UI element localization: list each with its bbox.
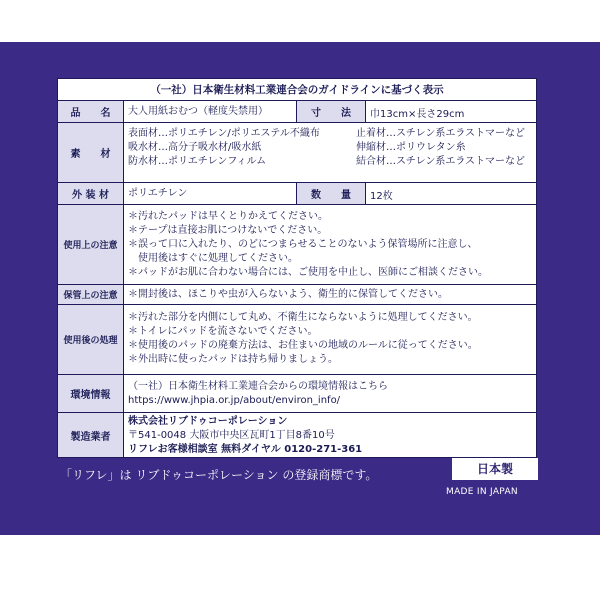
row-manufacturer	[58, 413, 536, 457]
usage-line: ＊汚れたパッドは早くとりかえてください。	[128, 211, 328, 222]
row-materials	[58, 123, 536, 183]
label-storage: 保管上の注意	[58, 285, 124, 304]
label-size: 寸 法	[296, 101, 366, 122]
label-usage: 使用上の注意	[58, 205, 124, 284]
guideline-header: （一社）日本衛生材料工業連合会のガイドラインに基づく表示	[58, 79, 536, 101]
disposal-line: ＊トイレにパッドを流さないでください。	[128, 326, 318, 337]
disposal-line: ＊使用後のパッドの廃棄方法は、お住まいの地域のルールに従ってください。	[128, 340, 478, 351]
info-card	[57, 78, 537, 458]
materials-left-line: 吸水材…高分子吸水材/吸水紙	[128, 142, 262, 153]
label-manufacturer: 製造業者	[58, 413, 124, 457]
label-quantity: 数 量	[296, 183, 366, 204]
environment-lines	[128, 380, 388, 408]
materials-left-line: 表面材…ポリエチレン/ポリエステル不織布	[128, 128, 320, 139]
storage-line: ＊開封後は、ほこりや虫が入らないよう、衛生的に保管してください。	[128, 289, 448, 300]
environment-line: （一社）日本衛生材料工業連合会からの環境情報はこちら	[128, 381, 388, 392]
row-disposal	[58, 305, 536, 375]
label-product: 品 名	[58, 101, 124, 122]
manufacturer-company: 株式会社リブドゥコーポレーション	[128, 416, 288, 427]
disposal-line: ＊汚れた部分を内側にして丸め、不衛生にならないように処理してください。	[128, 312, 478, 323]
label-environment: 環境情報	[58, 375, 124, 412]
label-materials: 素 材	[58, 123, 124, 182]
made-in-japan-text: MADE IN JAPAN	[446, 487, 518, 497]
row-storage	[58, 285, 536, 305]
usage-lines	[128, 210, 488, 280]
usage-line: ＊パッドがお肌に合わない場合には、ご使用を中止し、医師にご相談ください。	[128, 267, 488, 278]
usage-line: ＊テープは直接お肌につけないでください。	[128, 225, 328, 236]
usage-line: ＊誤って口に入れたり、のどにつまらせることのないよう保管場所に注意し、	[128, 239, 478, 250]
manufacturer-lines	[128, 415, 362, 457]
materials-right-line: 結合材…スチレン系エラストマーなど	[356, 156, 526, 167]
trademark-note: 「リフレ」は リブドゥコーポレーション の登録商標です。	[60, 468, 378, 482]
materials-left	[128, 127, 320, 169]
value-product: 大人用紙おむつ（軽度失禁用）	[128, 106, 268, 117]
manufacturer-hotline: リフレお客様相談室 無料ダイヤル 0120-271-361	[128, 444, 363, 455]
row-environment	[58, 375, 536, 413]
disposal-line: ＊外出時に使ったパッドは持ち帰りましょう。	[128, 354, 338, 365]
label-disposal: 使用後の処理	[58, 305, 124, 374]
made-in-japan-badge: 日本製	[452, 458, 538, 480]
materials-right-line: 伸縮材…ポリウレタン糸	[356, 142, 466, 153]
row-product	[58, 101, 536, 123]
disposal-lines	[128, 311, 478, 367]
environment-url[interactable]: https://www.jhpia.or.jp/about/environ_info/	[128, 395, 341, 406]
manufacturer-address: 〒541-0048 大阪市中央区瓦町1丁目8番10号	[128, 430, 335, 441]
row-exterior	[58, 183, 536, 205]
value-size: 巾13cm×長さ29cm	[370, 109, 465, 120]
value-exterior: ポリエチレン	[128, 188, 188, 199]
materials-right-line: 止着材…スチレン系エラストマーなど	[356, 128, 526, 139]
materials-left-line: 防水材…ポリエチレンフィルム	[128, 156, 267, 167]
label-exterior: 外 装 材	[58, 183, 124, 204]
row-usage	[58, 205, 536, 285]
value-quantity: 12枚	[370, 191, 393, 202]
materials-right	[356, 127, 525, 169]
usage-line: 使用後はすぐに処理してください。	[128, 253, 298, 264]
